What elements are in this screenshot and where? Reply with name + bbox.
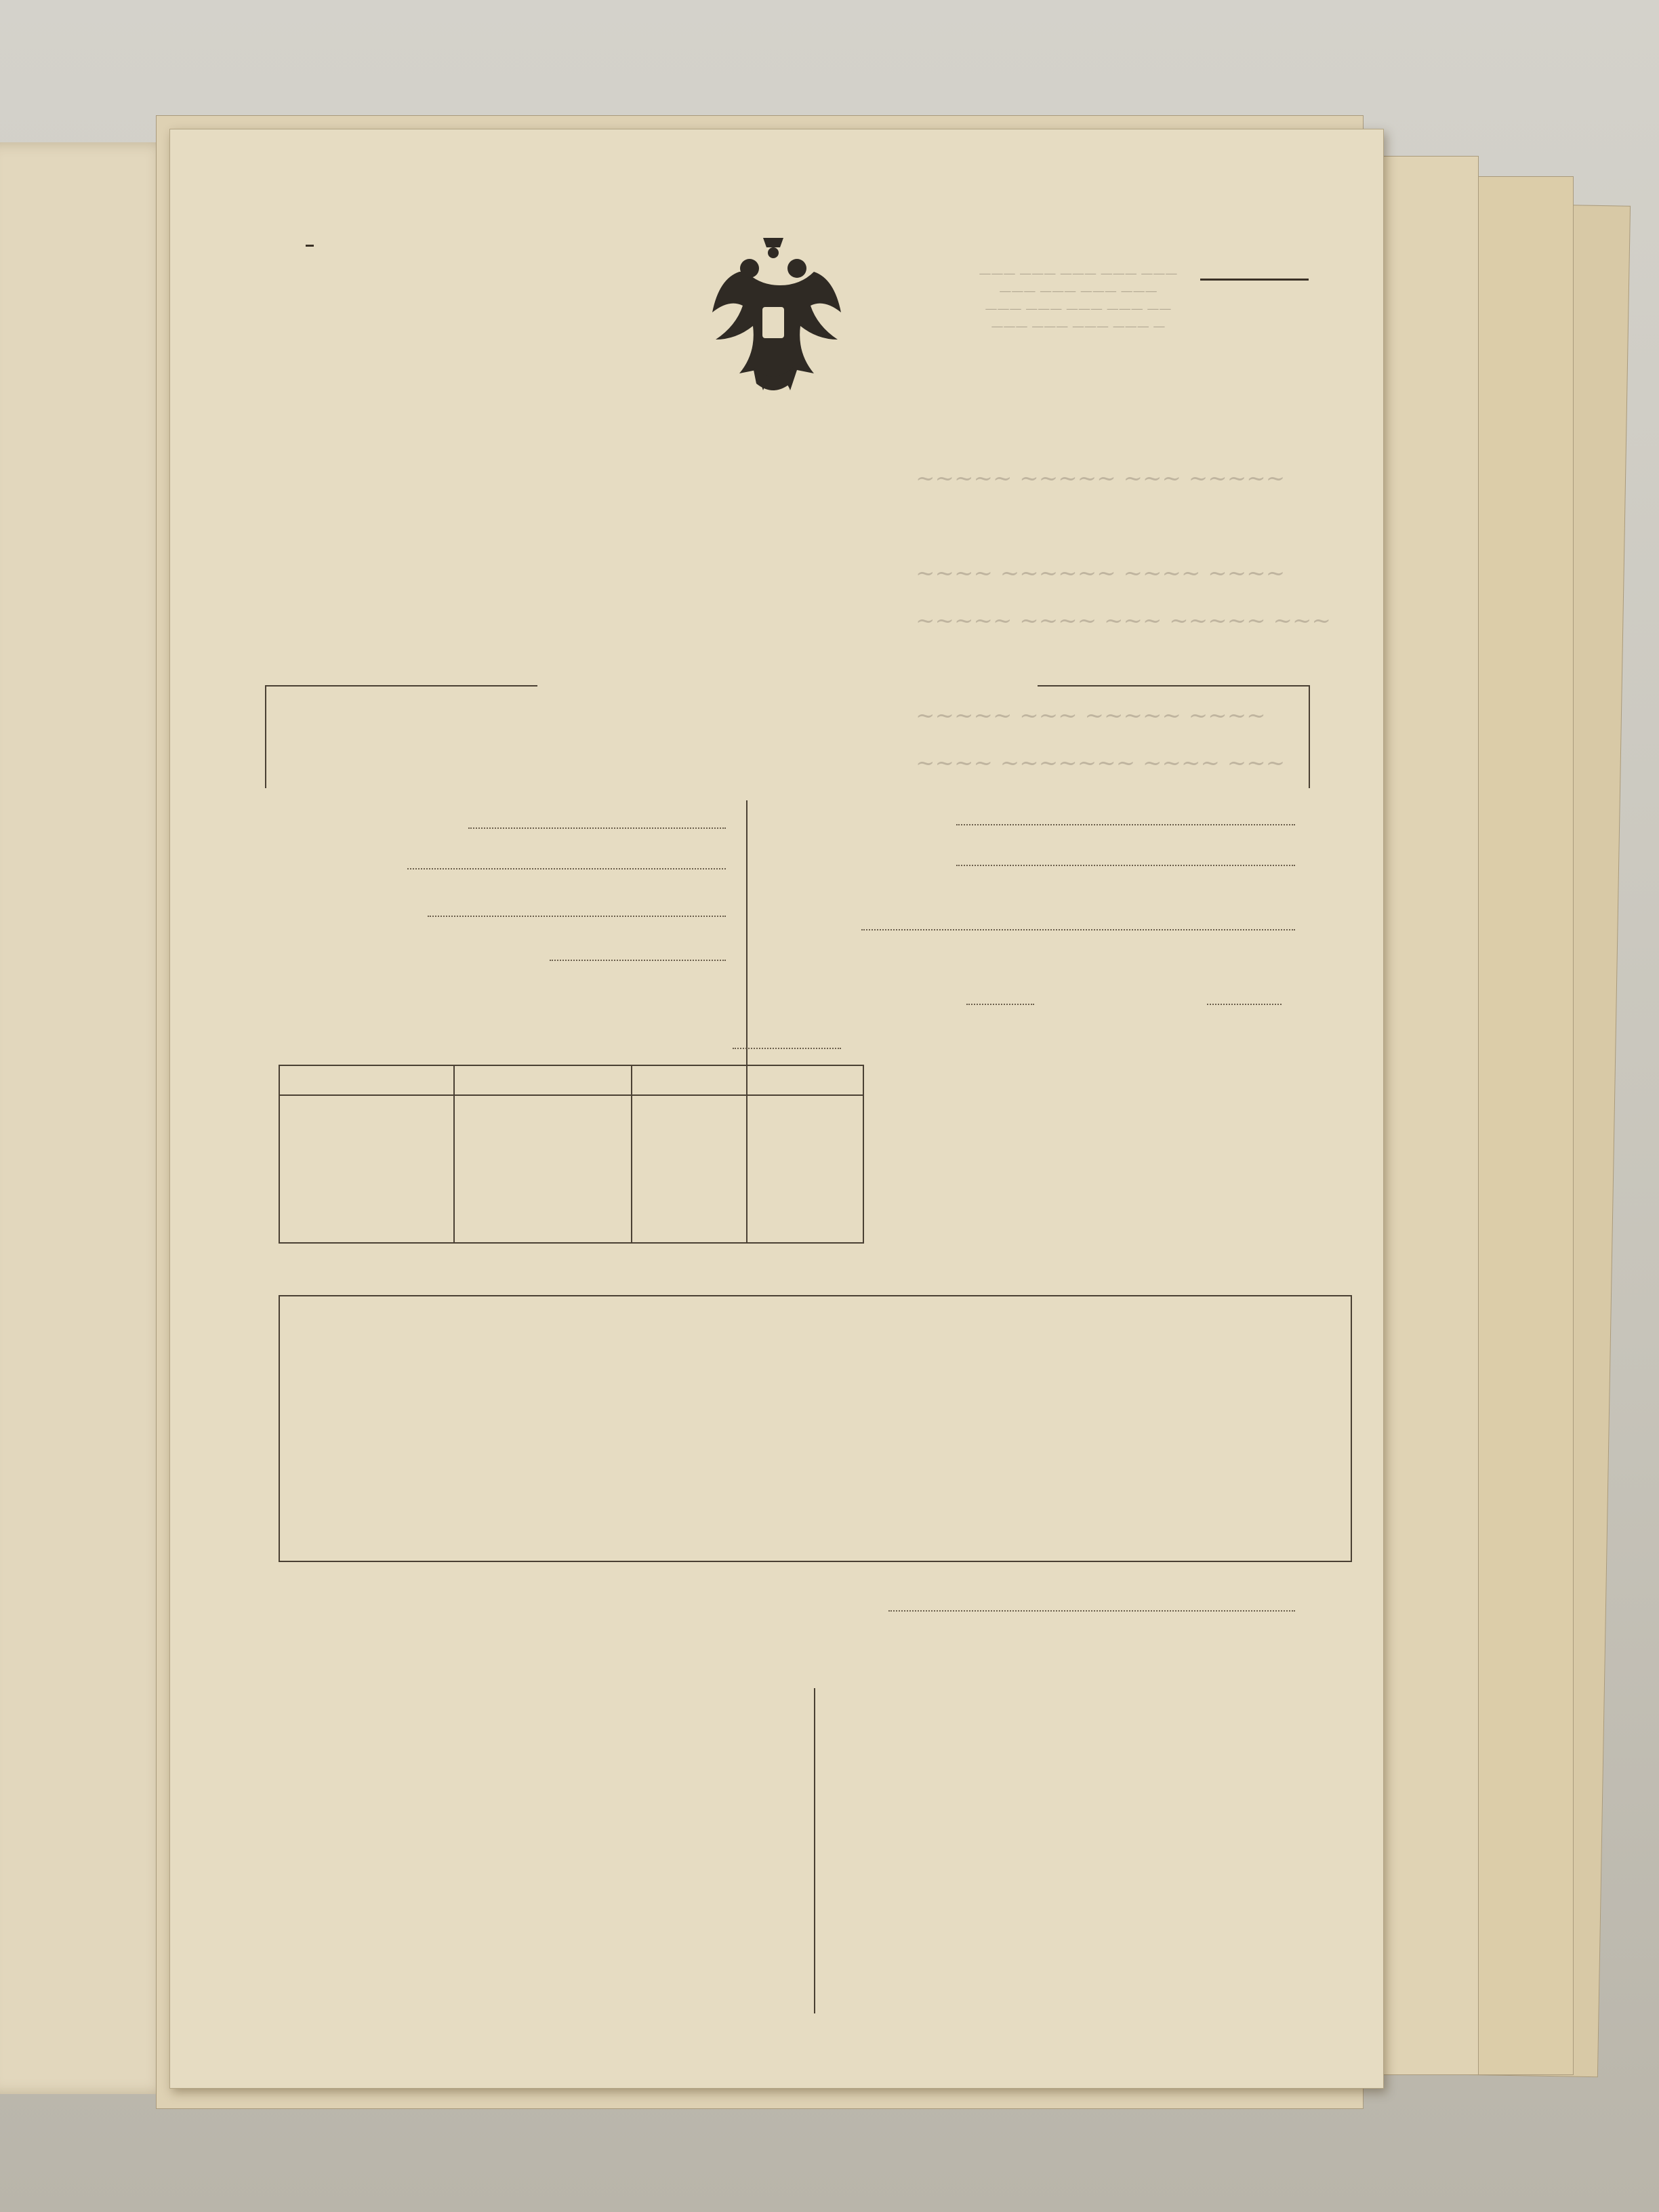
signature-line xyxy=(888,1610,1295,1612)
census-area-line xyxy=(966,1004,1034,1005)
rules-column-2 xyxy=(827,1688,1315,2000)
buildings-col-div-2 xyxy=(631,1065,632,1244)
left-page-text xyxy=(0,142,173,258)
census-sheet xyxy=(169,129,1384,2089)
left-book-page xyxy=(0,142,175,2094)
buildings-col-div-1 xyxy=(453,1065,455,1244)
city-part-line xyxy=(407,868,726,869)
sheet-number-underline xyxy=(1200,279,1309,281)
buildings-col-div-3 xyxy=(746,1065,747,1244)
free-label xyxy=(306,245,314,247)
population-table xyxy=(279,1295,1352,1562)
buildings-table xyxy=(279,1065,864,1244)
district-box xyxy=(1038,685,1310,788)
precinct-line xyxy=(428,916,726,917)
buildings-header-rule xyxy=(279,1094,864,1096)
count-area-line xyxy=(1207,1004,1282,1005)
bleed-through-writing: ~~~~~ ~~~~~ ~~~ ~~~~~ ~~~~ ~~~~~~ ~~~~ ~~~~ ~~~~~ ~~~~ ~~~ ~~~~~ ~~~ ~~~~~ ~~~ ~~~~~ ~~~~ ~~~~ ~~~~~~~ ~~~~ ~~~ xyxy=(916,465,1331,777)
double-headed-eagle-icon xyxy=(699,231,848,407)
city-line xyxy=(468,827,726,829)
rules-column-1 xyxy=(279,1688,800,2013)
flat-line xyxy=(861,929,1295,930)
house-line xyxy=(956,865,1295,866)
street-line xyxy=(956,824,1295,825)
province-box xyxy=(265,685,537,788)
rules-column-divider xyxy=(814,1688,815,2013)
faint-offprint-header: ——— ——— ——— ——— ——— ——— ——— ——— ——— ——— ——— ——— ——— —— ——— ——— ——— ——— — xyxy=(979,266,1178,333)
buildings-answer-line xyxy=(733,1048,841,1049)
suburb-line xyxy=(550,960,726,961)
